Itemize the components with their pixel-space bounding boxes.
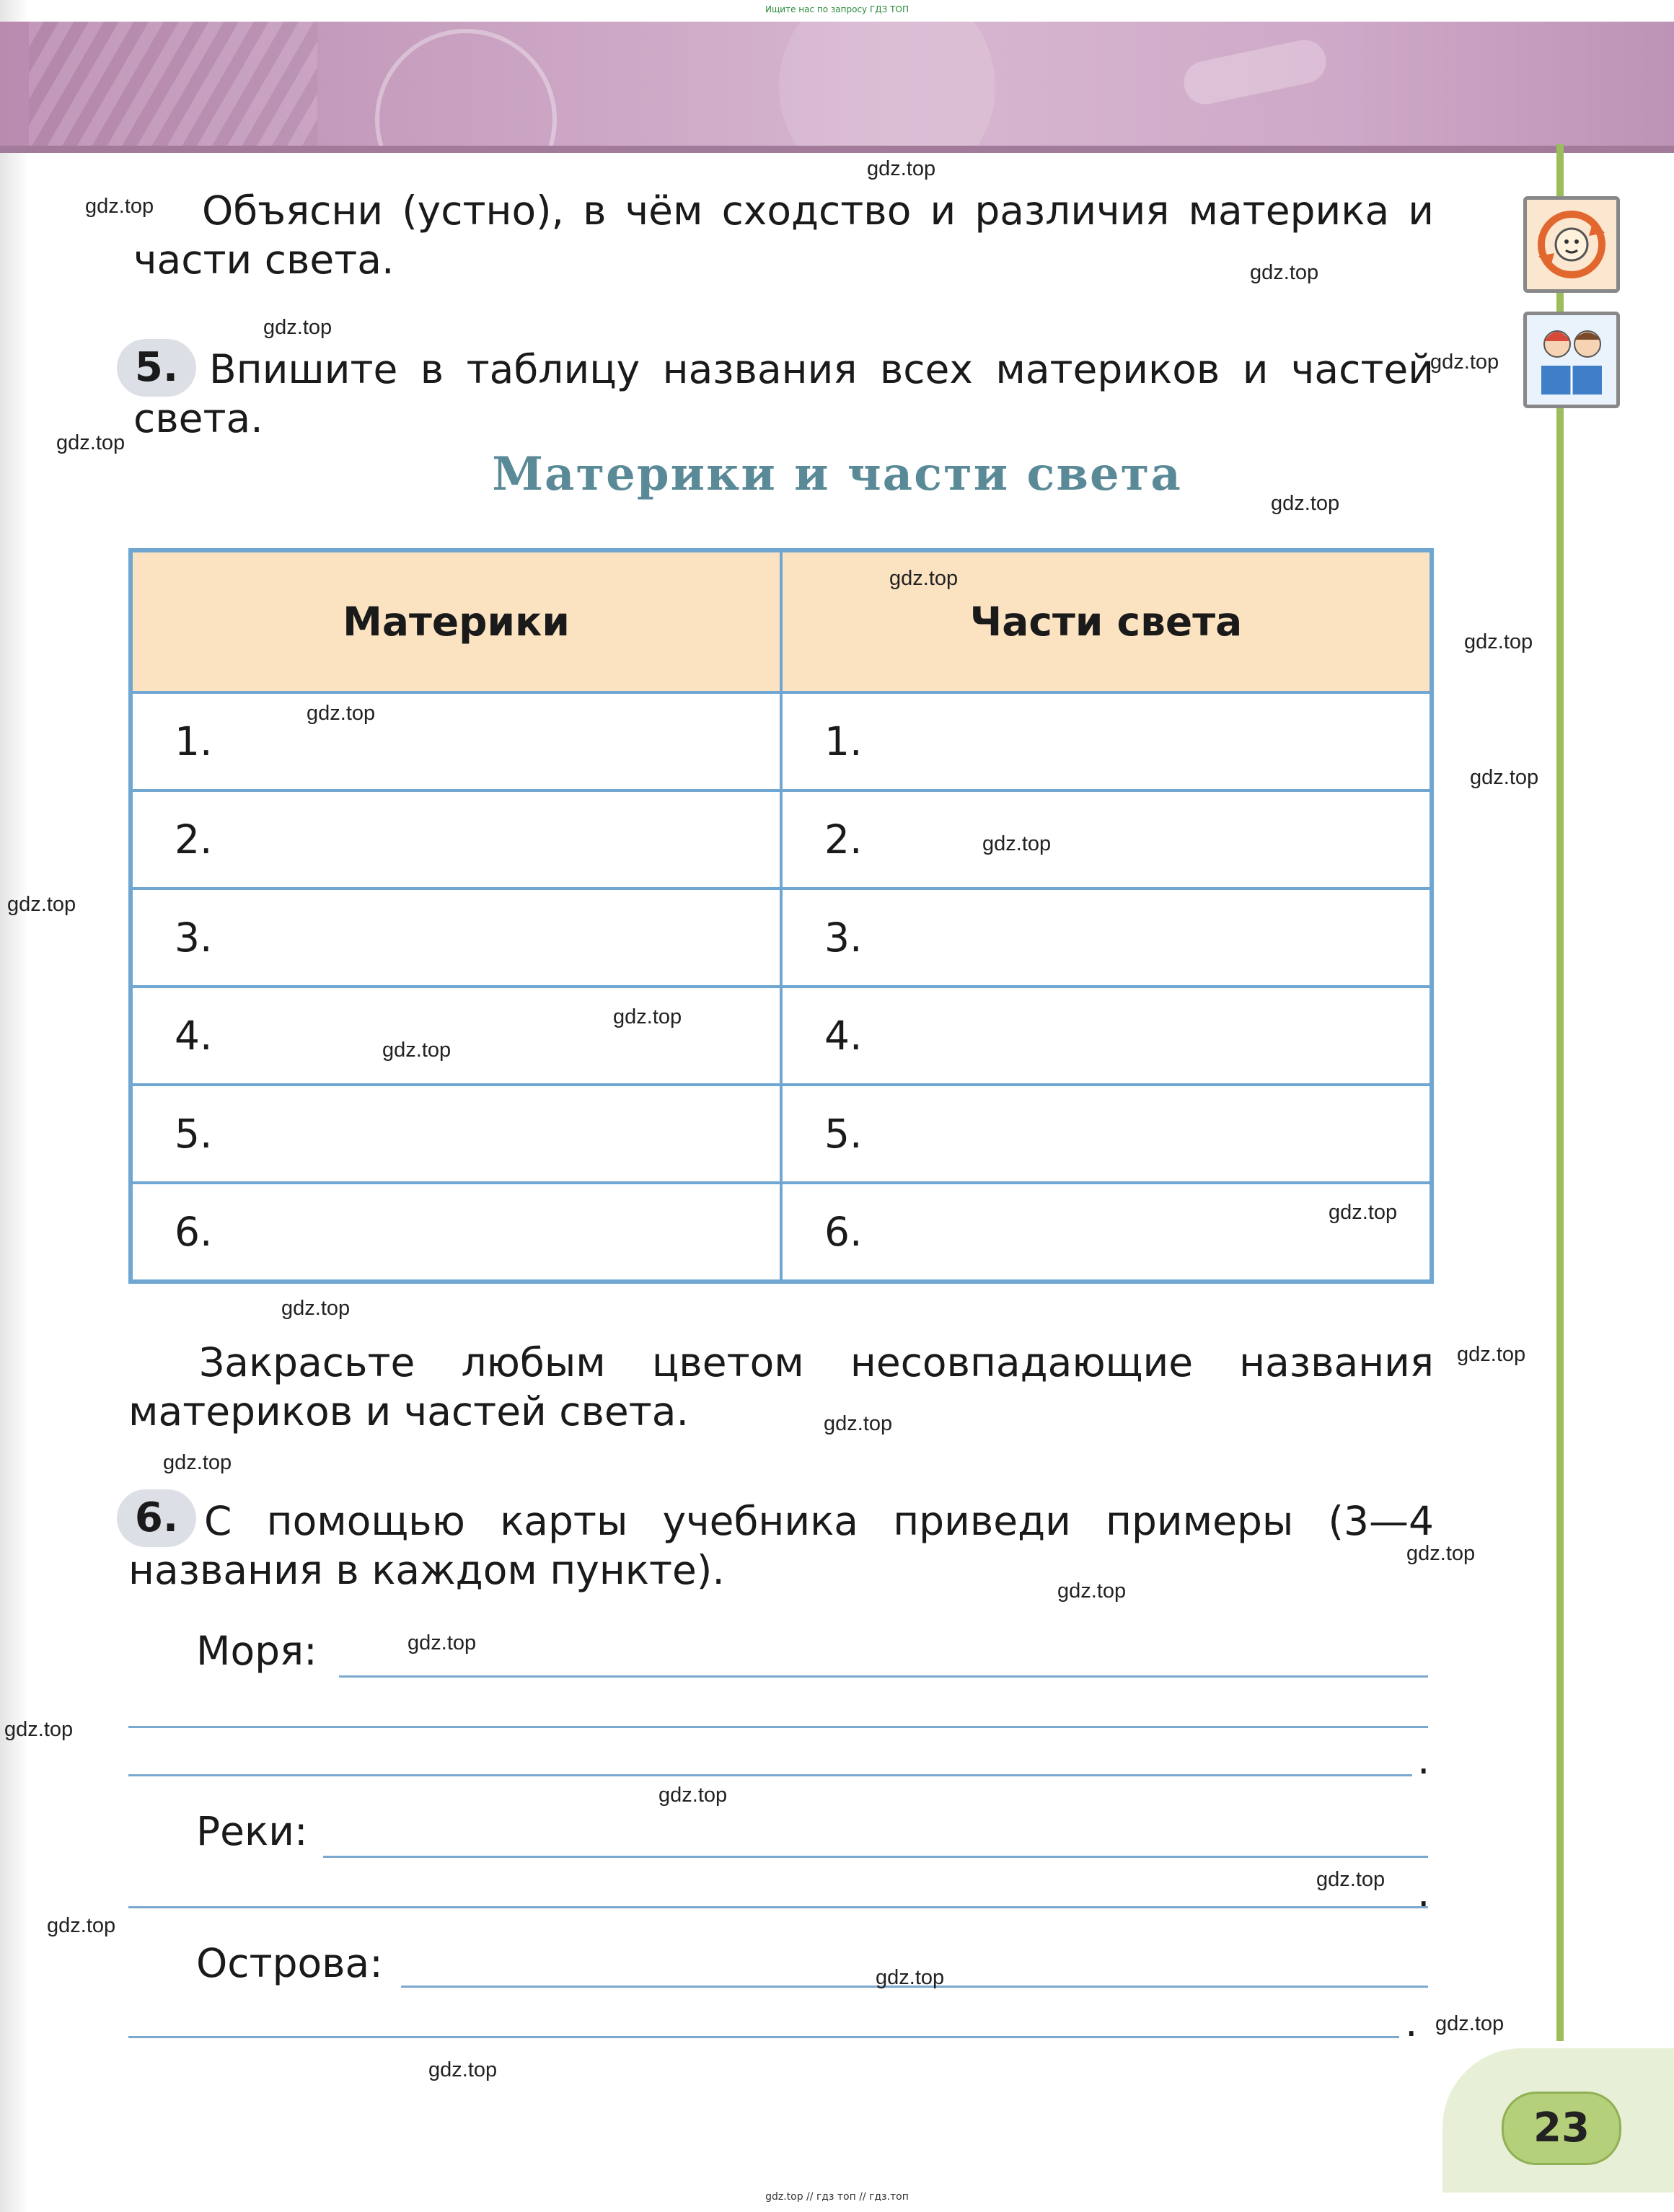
table-row xyxy=(131,790,1432,889)
banner-pattern xyxy=(29,22,317,153)
reading-kids-icon xyxy=(1523,312,1620,408)
watermark: gdz.top xyxy=(4,1718,74,1741)
watermark: gdz.top xyxy=(1250,261,1319,284)
margin-line xyxy=(1556,144,1564,2041)
table-row xyxy=(131,987,1432,1085)
watermark: gdz.top xyxy=(1430,351,1499,374)
header-banner xyxy=(0,22,1674,153)
watermark: gdz.top xyxy=(85,195,154,218)
table-title: Материки и части света xyxy=(492,447,1182,501)
watermark: gdz.top xyxy=(1457,1343,1526,1366)
watermark: gdz.top xyxy=(889,567,959,590)
task5-number: 5. xyxy=(117,339,196,397)
continent-cell-5[interactable]: 5. xyxy=(131,1085,781,1183)
watermark: gdz.top xyxy=(1464,630,1533,653)
watermark: gdz.top xyxy=(658,1784,728,1807)
watermark: gdz.top xyxy=(1057,1579,1127,1603)
watermark: gdz.top xyxy=(1329,1201,1398,1224)
watermark: gdz.top xyxy=(867,157,936,180)
part-cell-2[interactable]: 2. xyxy=(781,790,1432,889)
watermark: gdz.top xyxy=(56,431,125,454)
islands-label: Острова: xyxy=(196,1940,383,1986)
table-header-row xyxy=(131,550,1432,692)
column-header-parts-of-world: Части света xyxy=(781,550,1432,692)
table-row xyxy=(131,1085,1432,1183)
search-hint: Ищите нас по запросу ГДЗ ТОП xyxy=(765,4,909,14)
watermark: gdz.top xyxy=(1406,1542,1476,1565)
continents-table xyxy=(128,548,1434,1284)
watermark: gdz.top xyxy=(428,2058,498,2081)
watermark: gdz.top xyxy=(1470,766,1539,789)
continent-cell-6[interactable]: 6. xyxy=(131,1183,781,1282)
watermark: gdz.top xyxy=(307,702,376,725)
seas-period: . xyxy=(1417,1737,1430,1783)
banner-glow xyxy=(779,22,995,153)
task5-text: Впишите в таблицу названия всех материков и частей света. xyxy=(133,346,1434,441)
watermark: gdz.top xyxy=(1316,1868,1386,1891)
rivers-answer-line-2[interactable] xyxy=(128,1906,1428,1908)
intro-text: Объясни (устно), в чём сходство и различия материка и части света. xyxy=(133,188,1434,283)
part-cell-5[interactable]: 5. xyxy=(781,1085,1432,1183)
airplane-graphic xyxy=(1180,36,1330,108)
watermark: gdz.top xyxy=(824,1412,893,1435)
column-header-continents: Материки xyxy=(131,550,781,692)
part-cell-3[interactable]: 3. xyxy=(781,889,1432,987)
task6-text: С помощью карты учебника приведи примеры (3—4 названия в каждом пункте). xyxy=(128,1498,1434,1593)
watermark: gdz.top xyxy=(613,1005,682,1028)
seas-answer-line-3[interactable] xyxy=(128,1774,1412,1776)
seas-label: Моря: xyxy=(196,1628,317,1674)
islands-answer-line-2[interactable] xyxy=(128,2036,1399,2038)
table-row xyxy=(131,1183,1432,1282)
table-row xyxy=(131,889,1432,987)
globe-graphic xyxy=(375,29,557,153)
watermark: gdz.top xyxy=(7,893,76,916)
watermark: gdz.top xyxy=(982,832,1052,855)
seas-answer-line-2[interactable] xyxy=(128,1726,1428,1728)
rivers-answer-line-1[interactable] xyxy=(323,1856,1428,1858)
part-cell-4[interactable]: 4. xyxy=(781,987,1432,1085)
watermark: gdz.top xyxy=(382,1039,451,1062)
task6-number: 6. xyxy=(117,1489,196,1547)
watermark: gdz.top xyxy=(281,1297,351,1320)
page-edge-shadow xyxy=(0,0,29,2212)
rivers-label: Реки: xyxy=(196,1808,308,1854)
rivers-period: . xyxy=(1417,1869,1430,1916)
continent-cell-2[interactable]: 2. xyxy=(131,790,781,889)
coloring-instruction: Закрасьте любым цветом несовпадающие названия материков и частей света. xyxy=(128,1339,1434,1435)
page-number: 23 xyxy=(1502,2092,1621,2165)
watermark: gdz.top xyxy=(1271,492,1340,515)
watermark: gdz.top xyxy=(163,1451,232,1474)
islands-period: . xyxy=(1405,1999,1418,2045)
watermark: gdz.top xyxy=(876,1966,945,1989)
watermark: gdz.top xyxy=(1435,2012,1505,2035)
watermark: gdz.top xyxy=(263,316,332,339)
repeat-icon xyxy=(1523,196,1620,293)
continent-cell-1[interactable]: 1. xyxy=(131,692,781,790)
part-cell-1[interactable]: 1. xyxy=(781,692,1432,790)
continent-cell-3[interactable]: 3. xyxy=(131,889,781,987)
seas-answer-line-1[interactable] xyxy=(339,1675,1428,1678)
continent-cell-4[interactable]: 4. xyxy=(131,987,781,1085)
part-cell-6[interactable]: 6. xyxy=(781,1183,1432,1282)
watermark: gdz.top xyxy=(47,1914,116,1937)
footer-note: gdz.top // гдз топ // гдз.топ xyxy=(765,2191,909,2203)
watermark: gdz.top xyxy=(408,1631,477,1654)
